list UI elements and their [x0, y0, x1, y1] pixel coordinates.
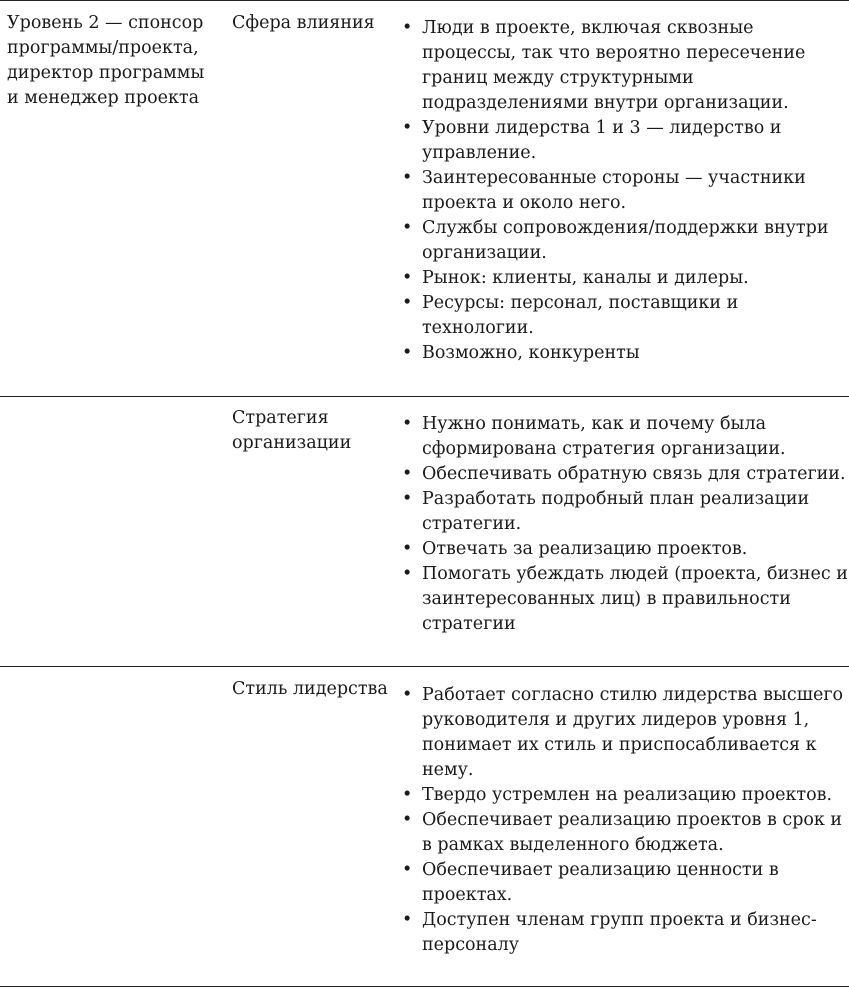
list-item: • Работает согласно стилю лидерства высшего руководителя и других лидеров уровня 1, понимает их стиль и приспосабливается к нему. — [402, 685, 844, 780]
bullet-icon: • — [402, 910, 413, 930]
bullet-icon: • — [402, 118, 413, 138]
bullet-icon: • — [402, 343, 413, 363]
item-list — [400, 683, 848, 958]
bullet-icon: • — [402, 860, 413, 880]
list-item: • Люди в проекте, включая сквозные процессы, так что вероятно пересечение границ между структурными подразделениями внутри организации. — [402, 18, 806, 113]
bullet-icon: • — [402, 785, 413, 805]
list-item: • Службы сопровождения/поддержки внутри организации. — [402, 218, 829, 263]
bullet-icon: • — [402, 18, 413, 38]
bullet-icon: • — [402, 564, 413, 584]
bullet-icon: • — [402, 810, 413, 830]
bullet-icon: • — [402, 168, 413, 188]
level-cell: Уровень 2 — спонсор программы/проекта, директор программы и менеджер проекта — [7, 13, 205, 108]
bullet-icon: • — [402, 539, 413, 559]
bullet-icon: • — [402, 464, 413, 484]
bullet-icon: • — [402, 685, 413, 705]
area-cell: Сфера влияния — [232, 13, 375, 33]
list-item: • Обеспечивать обратную связь для стратегии. — [400, 462, 848, 487]
list-item: • Разработать подробный план реализации стратегии. — [402, 489, 810, 534]
row-divider — [0, 666, 849, 667]
list-item: • Заинтересованные стороны — участники проекта и около него. — [402, 168, 806, 213]
table-bottom-border — [0, 986, 849, 987]
area-cell: Стратегия организации — [232, 408, 352, 453]
list-item: • Рынок: клиенты, каналы и дилеры. — [400, 266, 848, 291]
item-list — [400, 412, 848, 637]
list-item: • Уровни лидерства 1 и 3 — лидерство и управление. — [402, 118, 782, 163]
list-item: • Обеспечивает реализацию ценности в проектах. — [402, 860, 779, 905]
list-item: • Твердо устремлен на реализацию проектов. — [400, 783, 848, 808]
table-top-border — [0, 0, 849, 1]
bullet-icon: • — [402, 268, 413, 288]
list-item: • Нужно понимать, как и почему была сформирована стратегия организации. — [402, 414, 786, 459]
list-item: • Ресурсы: персонал, поставщики и технологии. — [402, 293, 739, 338]
list-item: • Возможно, конкуренты — [400, 341, 848, 366]
bullet-icon: • — [402, 218, 413, 238]
bullet-icon: • — [402, 293, 413, 313]
area-cell: Стиль лидерства — [232, 679, 388, 699]
list-item: • Доступен членам групп проекта и бизнес-персоналу — [402, 910, 817, 955]
list-item: • Помогать убеждать людей (проекта, бизнес и заинтересованных лиц) в правильности стратегии — [402, 564, 848, 634]
item-list — [400, 16, 848, 366]
bullet-icon: • — [402, 489, 413, 509]
bullet-icon: • — [402, 414, 413, 434]
row-divider — [0, 396, 849, 397]
list-item: • Обеспечивает реализацию проектов в срок и в рамках выделенного бюджета. — [402, 810, 843, 855]
list-item: • Отвечать за реализацию проектов. — [400, 537, 848, 562]
